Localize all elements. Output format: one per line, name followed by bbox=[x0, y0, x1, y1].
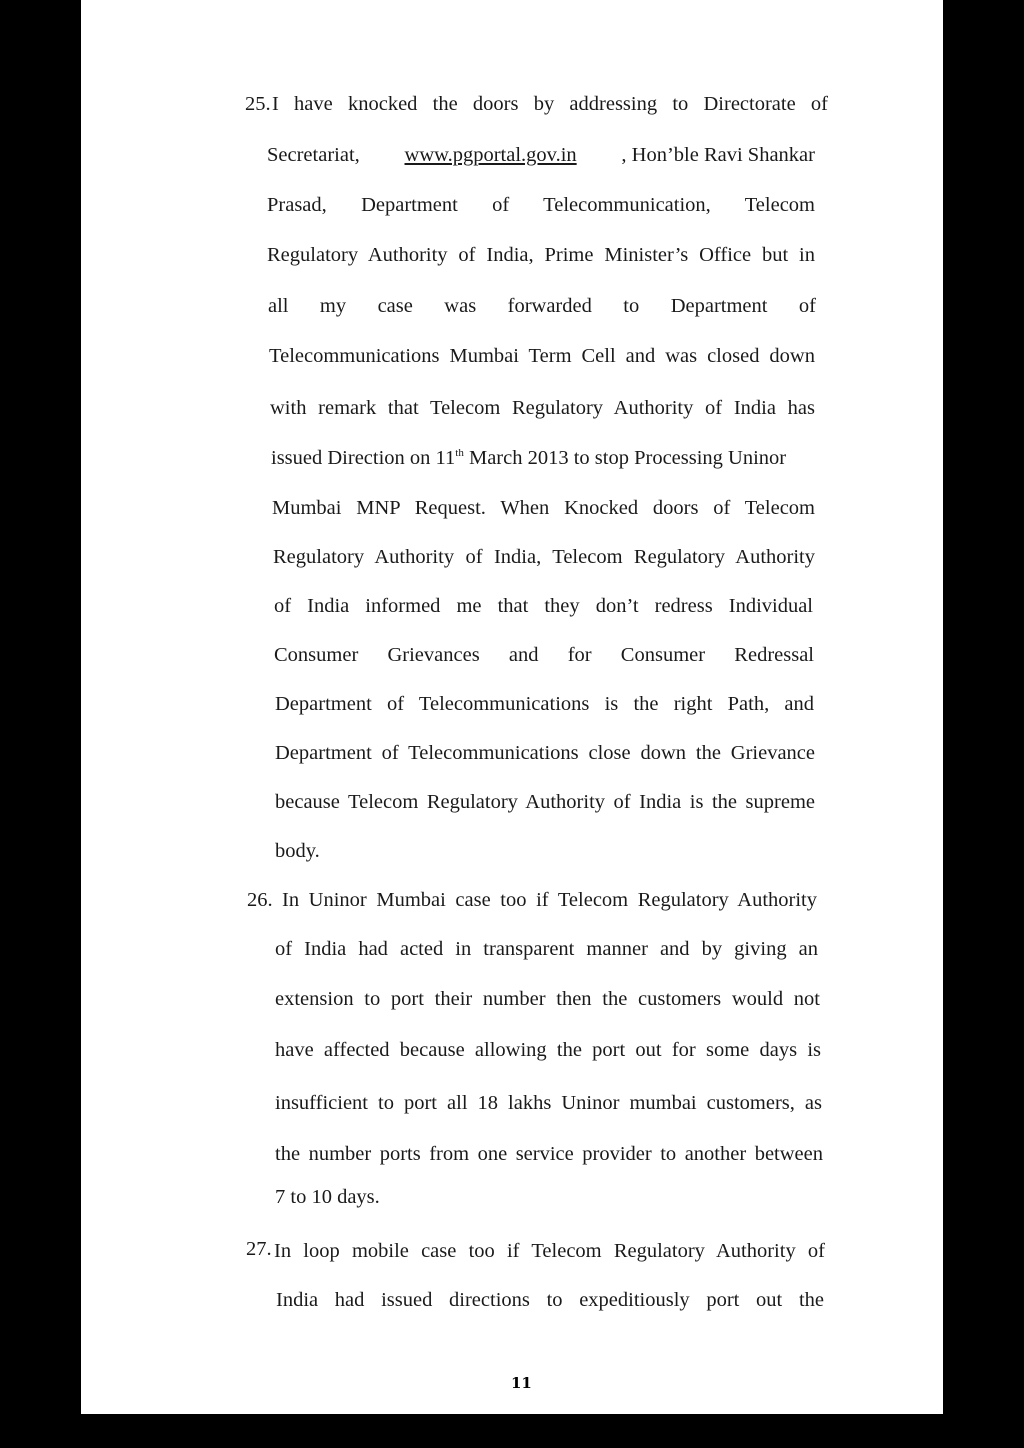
page-number: 11 bbox=[511, 1374, 532, 1392]
text-line: India had issued directions to expeditiously port out the bbox=[276, 1289, 824, 1311]
text-fragment: Secretariat, bbox=[267, 144, 360, 166]
text-line: all my case was forwarded to Department of bbox=[268, 295, 816, 317]
text-line: Regulatory Authority of India, Telecom Regulatory Authority bbox=[273, 546, 815, 568]
paragraph-number: 25. bbox=[245, 93, 271, 115]
paragraph-number: 26. bbox=[247, 889, 273, 911]
text-line: extension to port their number then the customers would not bbox=[275, 988, 820, 1010]
text-fragment: issued Direction on 11 bbox=[271, 447, 456, 469]
text-line: with remark that Telecom Regulatory Authority of India has bbox=[270, 397, 815, 419]
text-line: body. bbox=[275, 840, 320, 862]
text-line: insufficient to port all 18 lakhs Uninor mumbai customers, as bbox=[275, 1092, 822, 1114]
text-line: Consumer Grievances and for Consumer Redressal bbox=[274, 644, 814, 666]
text-fragment: March 2013 to stop Processing Uninor bbox=[463, 447, 787, 469]
text-line bbox=[267, 143, 815, 167]
text-line: Department of Telecommunications is the right Path, and bbox=[275, 693, 814, 715]
text-line: because Telecom Regulatory Authority of India is the supreme bbox=[275, 791, 815, 813]
text-line: of India had acted in transparent manner and by giving an bbox=[275, 938, 818, 960]
text-line: In loop mobile case too if Telecom Regulatory Authority of bbox=[274, 1240, 825, 1262]
superscript: th bbox=[455, 447, 464, 459]
text-fragment: , Hon’ble Ravi Shankar bbox=[621, 144, 815, 166]
text-line: Telecommunications Mumbai Term Cell and was closed down bbox=[269, 345, 815, 367]
text-line: the number ports from one service provider to another between bbox=[275, 1143, 823, 1165]
paragraph-number: 27. bbox=[246, 1238, 272, 1260]
text-line: Mumbai MNP Request. When Knocked doors of Telecom bbox=[272, 497, 815, 519]
text-line: have affected because allowing the port out for some days is bbox=[275, 1039, 821, 1061]
text-line: I have knocked the doors by addressing to Directorate of bbox=[272, 93, 828, 115]
text-line: Regulatory Authority of India, Prime Minister’s Office but in bbox=[267, 244, 815, 266]
text-line: Department of Telecommunications close down the Grievance bbox=[275, 742, 815, 764]
text-line: Prasad, Department of Telecommunication, Telecom bbox=[267, 194, 815, 216]
pgportal-link[interactable]: www.pgportal.gov.in bbox=[404, 144, 577, 166]
text-line: 7 to 10 days. bbox=[275, 1186, 380, 1208]
text-line bbox=[271, 446, 815, 470]
text-line: In Uninor Mumbai case too if Telecom Regulatory Authority bbox=[282, 889, 817, 911]
text-line: of India informed me that they don’t redress Individual bbox=[274, 595, 813, 617]
